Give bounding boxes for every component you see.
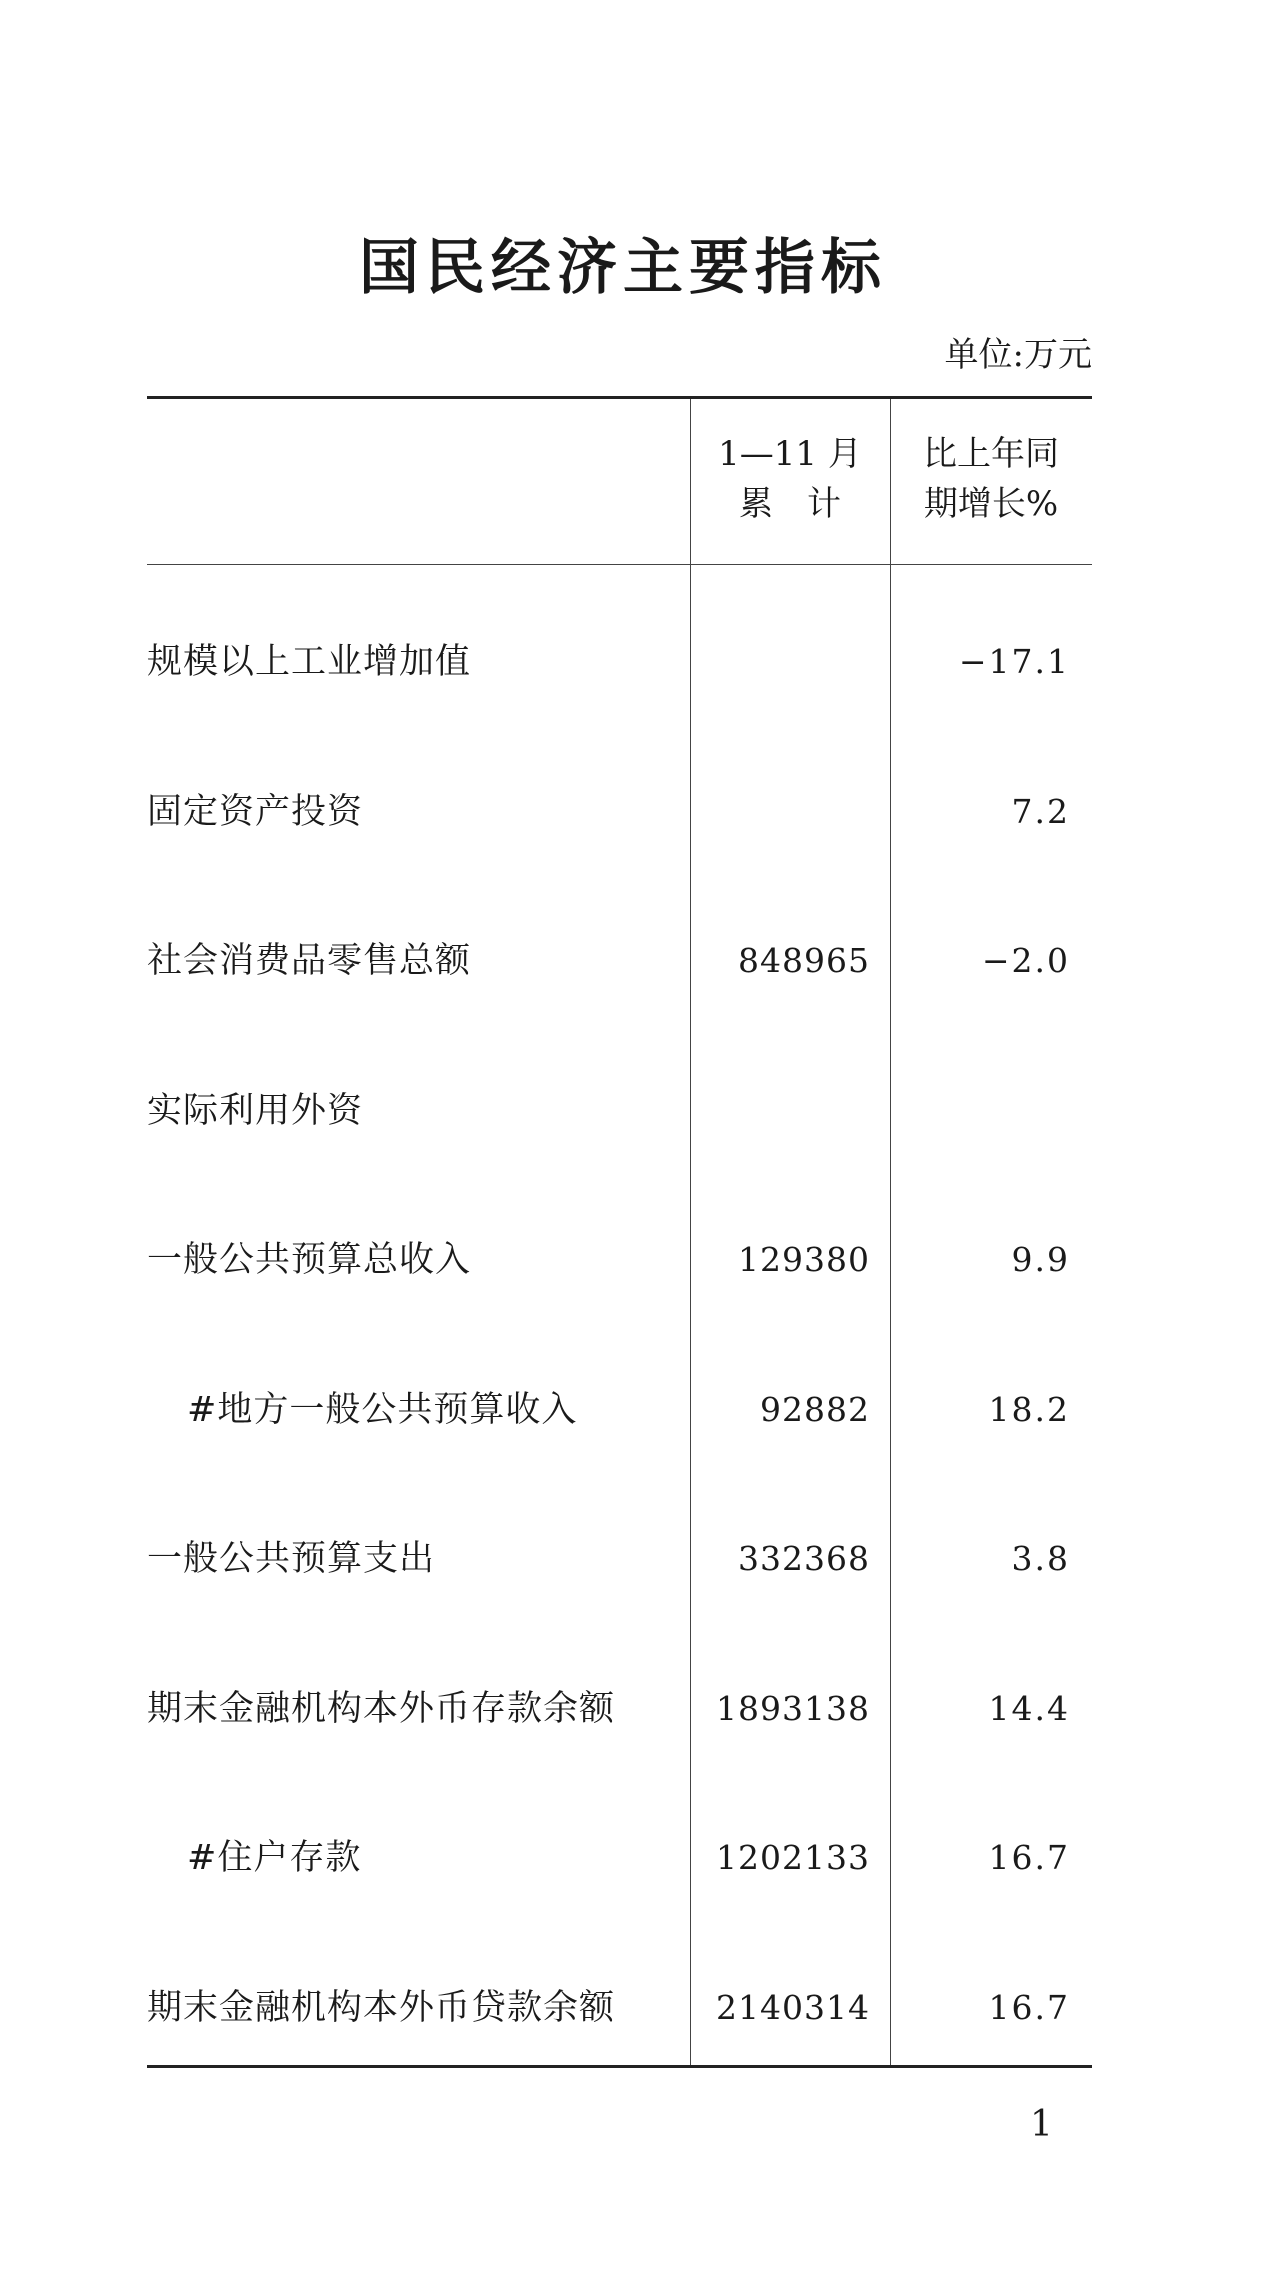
table-row <box>147 1230 1092 1290</box>
row-cumulative-value: 92882 <box>760 1389 870 1429</box>
row-growth-value: 3.8 <box>1011 1539 1070 1578</box>
row-cumulative-value: 1202133 <box>716 1838 870 1877</box>
row-label: #地方一般公共预算收入 <box>187 1389 578 1430</box>
header-divider <box>147 564 1092 565</box>
table-row <box>147 782 1092 842</box>
header-growth-line-1: 比上年同 <box>923 434 1059 474</box>
row-label: 期末金融机构本外币贷款余额 <box>147 1987 616 2028</box>
row-label: 社会消费品零售总额 <box>147 941 472 981</box>
table-row <box>147 632 1092 692</box>
row-growth-value: 7.2 <box>1011 791 1070 831</box>
header-growth-line-2: 期增长% <box>923 484 1059 524</box>
table-row <box>147 1828 1092 1888</box>
row-growth-value: −2.0 <box>981 941 1070 980</box>
row-cumulative-value: 848965 <box>738 941 870 980</box>
table-row <box>147 1679 1092 1739</box>
unit-label: 单位:万元 <box>944 335 1092 375</box>
header-cumulative-line-1: 1—11 月 <box>718 434 862 474</box>
row-cumulative-value: 332368 <box>738 1539 870 1578</box>
row-cumulative-value: 1893138 <box>716 1688 870 1728</box>
row-cumulative-value: 129380 <box>738 1240 870 1279</box>
table-row <box>147 931 1092 991</box>
row-growth-value: 18.2 <box>988 1389 1070 1429</box>
row-label: 规模以上工业增加值 <box>147 642 472 682</box>
row-label: 一般公共预算总收入 <box>147 1240 472 1280</box>
row-growth-value: 14.4 <box>988 1688 1070 1728</box>
row-label: #住户存款 <box>187 1838 362 1878</box>
row-label: 期末金融机构本外币存款余额 <box>147 1688 616 1729</box>
indicator-table <box>147 396 1092 2068</box>
table-row <box>147 1081 1092 1141</box>
table-row <box>147 1529 1092 1589</box>
row-label: 一般公共预算支出 <box>147 1539 436 1579</box>
row-growth-value: 9.9 <box>1011 1240 1070 1279</box>
row-growth-value: 16.7 <box>988 1838 1070 1877</box>
row-label: 实际利用外资 <box>147 1090 364 1131</box>
table-row <box>147 1978 1092 2038</box>
page-number: 1 <box>1030 2104 1053 2145</box>
header-cumulative <box>690 429 890 529</box>
row-growth-value: 16.7 <box>988 1987 1070 2027</box>
row-cumulative-value: 2140314 <box>716 1987 870 2027</box>
header-growth <box>890 429 1092 529</box>
row-growth-value: −17.1 <box>958 642 1070 681</box>
page-title: 国民经济主要指标 <box>359 233 887 303</box>
row-label: 固定资产投资 <box>147 791 364 832</box>
header-cumulative-line-2: 累 计 <box>739 484 841 524</box>
table-row <box>147 1380 1092 1440</box>
